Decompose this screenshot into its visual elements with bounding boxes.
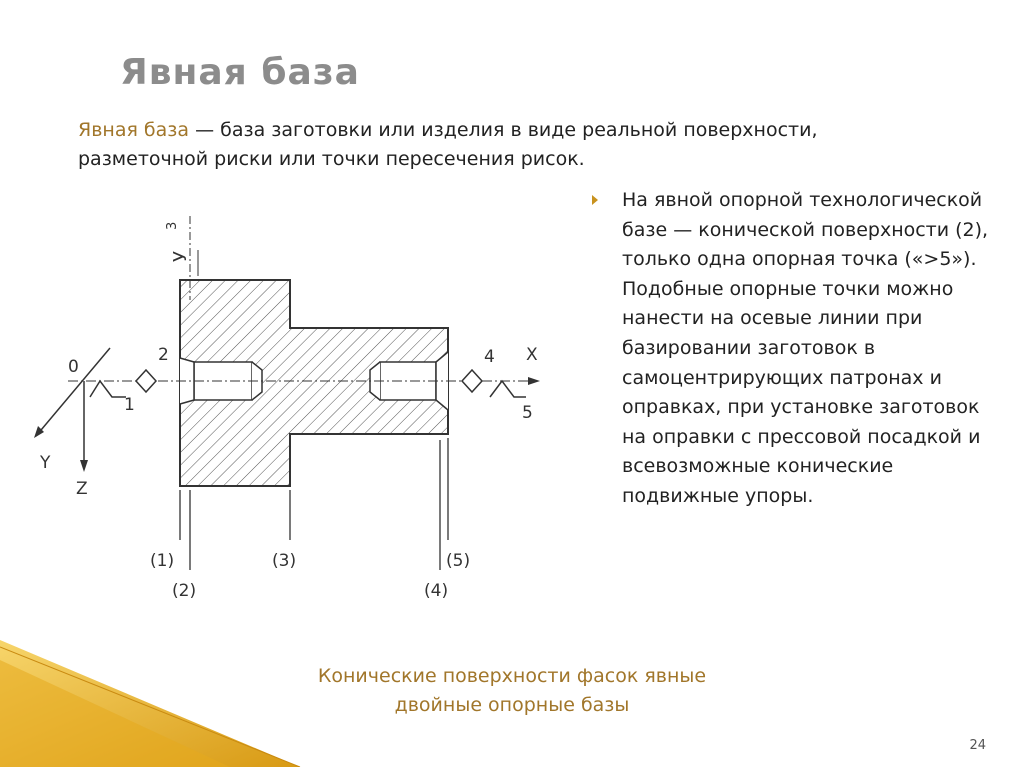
page-number: 24 (969, 738, 986, 753)
bullet-text: На явной опорной технологической базе — конической поверхности (2), только одна опорная точка («>5»). Подобные опорные точки можно нанести на осевые линии при базировании заготовок в самоцентрирующих патронах и оправках, при установке заготовок на оправки с прессовой посадкой и всевозможные конические подвижные упоры. (622, 189, 989, 507)
definition-text: — база заготовки или изделия в виде реальной поверхности, разметочной риски или точки пересечения рисок. (78, 119, 818, 170)
right-support (462, 370, 526, 397)
label-axis-y: Y (40, 453, 51, 473)
label-y3-index: 3 (165, 221, 180, 230)
bullet-arrow-icon (592, 195, 598, 205)
label-point-2: 2 (158, 345, 169, 365)
label-y3: У (170, 251, 191, 262)
label-point-4: 4 (484, 347, 495, 367)
label-origin: 0 (68, 357, 79, 377)
x-arrow-icon (528, 377, 540, 385)
label-axis-z: Z (76, 479, 88, 499)
caption-line-2: двойные опорные базы (394, 694, 630, 716)
label-surface-3: (3) (272, 551, 297, 571)
label-surface-5: (5) (446, 551, 471, 571)
definition-term: Явная база (78, 119, 190, 141)
label-point-1: 1 (124, 395, 135, 415)
label-surface-2: (2) (172, 581, 197, 601)
part-body (180, 280, 448, 486)
label-surface-1: (1) (150, 551, 175, 571)
origin-axes (34, 348, 156, 472)
slide-title: Явная база (120, 52, 360, 93)
caption-line-1: Конические поверхности фасок явные (317, 665, 707, 687)
label-axis-x: X (526, 345, 538, 365)
definition-paragraph (78, 116, 878, 174)
label-point-5: 5 (522, 403, 533, 423)
label-surface-4: (4) (424, 581, 449, 601)
basing-diagram (28, 210, 568, 610)
caption (232, 662, 792, 720)
